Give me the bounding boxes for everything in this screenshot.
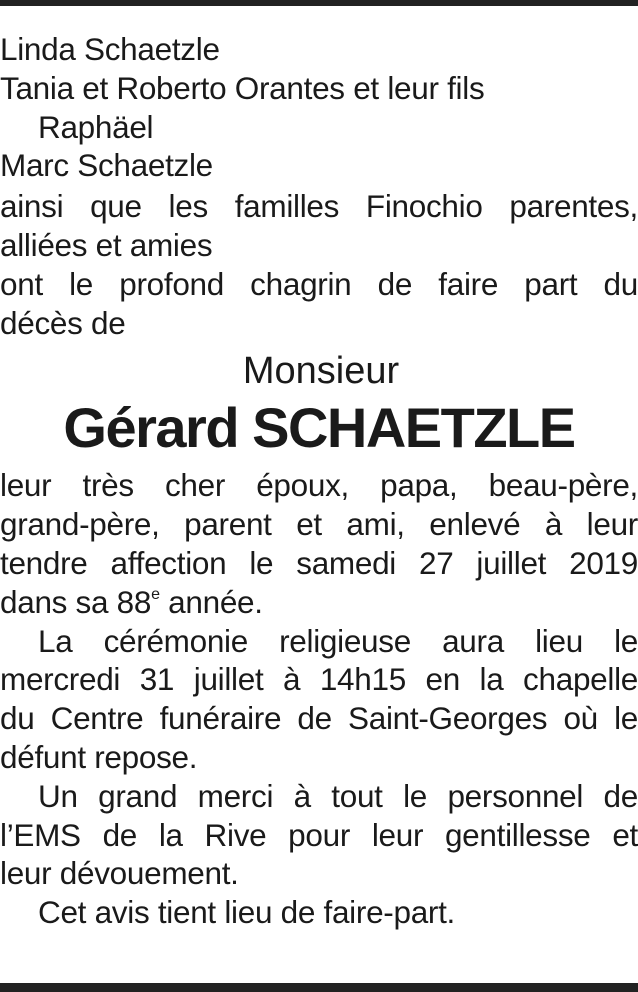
ordinal-superscript: e: [151, 585, 160, 603]
family-member: Raphäel: [38, 108, 154, 145]
intro-line: ont le profond chagrin de faire part du: [0, 265, 638, 302]
age-text: dans sa 88: [0, 583, 152, 620]
description-line: leur très cher époux, papa, beau-père,: [0, 467, 638, 504]
ceremony-line: du Centre funéraire de Saint-Georges où le: [0, 700, 638, 737]
description-line: grand-père, parent et ami, enlevé à leur: [0, 506, 638, 543]
ceremony-line: La cérémonie religieuse aura lieu le: [38, 622, 638, 659]
thanks-line: l’EMS de la Rive pour leur gentillesse et: [0, 816, 638, 853]
intro-line: décès de: [0, 304, 126, 341]
age-suffix: année.: [159, 583, 263, 620]
thanks-line: leur dévouement.: [0, 855, 239, 892]
intro-paragraph: [0, 187, 638, 342]
family-list: [0, 30, 638, 185]
intro-line: ainsi que les familles Finochio parentes,: [0, 188, 638, 225]
age-line: [0, 583, 638, 622]
description-line: tendre affection le samedi 27 juillet 2019: [0, 544, 638, 581]
description-paragraph: [0, 466, 638, 621]
family-member: Marc Schaetzle: [0, 147, 213, 184]
thanks-line: Un grand merci à tout le personnel de: [38, 777, 638, 814]
intro-line: alliées et amies: [0, 226, 213, 263]
family-member: Tania et Roberto Orantes et leur fils: [0, 69, 485, 106]
ceremony-line: mercredi 31 juillet à 14h15 en la chapelle: [0, 661, 638, 698]
top-rule: [0, 0, 638, 6]
closing-line: Cet avis tient lieu de faire-part.: [38, 894, 456, 931]
ceremony-paragraph: [0, 622, 638, 777]
family-member: Linda Schaetzle: [0, 31, 220, 67]
deceased-name: Gérard SCHAETZLE: [63, 396, 575, 460]
ceremony-line: défunt repose.: [0, 738, 198, 775]
honorific: Monsieur: [242, 350, 400, 393]
obituary-notice: [0, 30, 638, 932]
bottom-rule: [0, 983, 638, 992]
thanks-paragraph: [0, 777, 638, 893]
